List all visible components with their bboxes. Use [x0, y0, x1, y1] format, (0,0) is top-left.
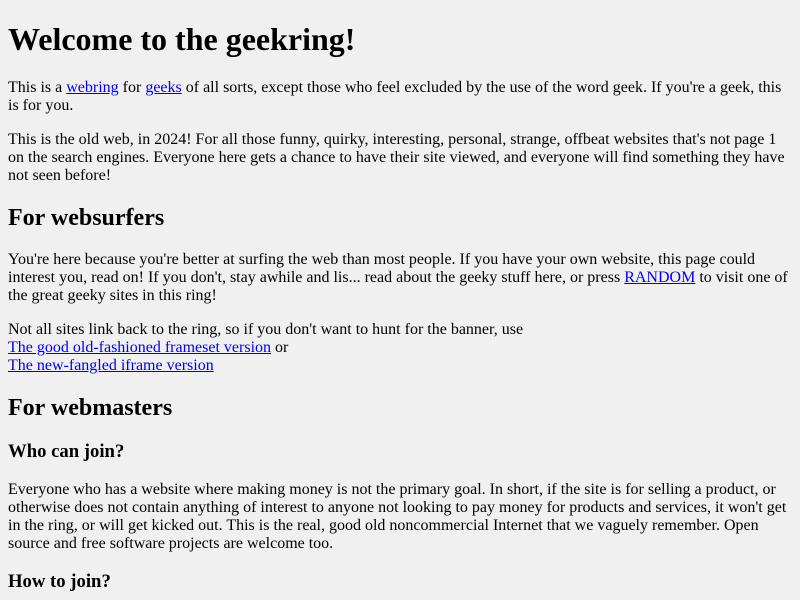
- geeks-link[interactable]: geeks: [145, 79, 182, 96]
- iframe-version-link[interactable]: The new-fangled iframe version: [8, 357, 214, 374]
- websurfers-heading: For websurfers: [8, 205, 165, 231]
- intro-paragraph: [8, 79, 792, 115]
- ring-versions-paragraph: [8, 321, 792, 375]
- webring-link[interactable]: webring: [66, 79, 119, 96]
- frameset-version-link[interactable]: The good old-fashioned frameset version: [8, 339, 272, 356]
- who-can-join-heading: Who can join?: [8, 441, 125, 462]
- page-title: Welcome to the geekring!: [8, 21, 356, 57]
- intro-text-start: This is a: [8, 79, 67, 96]
- how-to-join-heading: How to join?: [8, 571, 111, 592]
- page-content: [0, 21, 800, 593]
- websurfers-text-start: You're here because you're better at surfing the web than most people. If you have your own website, this page could interest you, read on! If you don't, stay awhile and lis... read about the geeky stuff here, or press: [8, 251, 756, 286]
- webmasters-heading: For webmasters: [8, 395, 173, 421]
- intro-text-end: of all sorts, except those who feel excluded by the use of the word geek. If you're a geek, this is for you.: [8, 79, 782, 114]
- intro-text-mid: for: [118, 79, 146, 96]
- websurfers-text-end: to visit one of the great geeky sites in this ring!: [8, 269, 788, 304]
- random-link[interactable]: RANDOM: [624, 269, 696, 286]
- ring-versions-text: Not all sites link back to the ring, so if you don't want to hunt for the banner, use: [8, 321, 524, 338]
- websurfers-paragraph: [8, 251, 792, 305]
- who-can-join-paragraph: Everyone who has a website where making money is not the primary goal. In short, if the site is for selling a product, or otherwise does not contain anything of interest to anyone not looking to pay money for products and services, it won't get in the ring, or will get kicked out. This is the real, good old noncommercial Internet that we vaguely remember. Open source and free software projects are welcome too.: [8, 481, 787, 552]
- or-text: or: [271, 339, 289, 356]
- old-web-paragraph: This is the old web, in 2024! For all those funny, quirky, interesting, personal, strange, offbeat websites that's not page 1 on the search engines. Everyone here gets a chance to have their site viewed, and everyone will find something they have not seen before!: [8, 131, 785, 184]
